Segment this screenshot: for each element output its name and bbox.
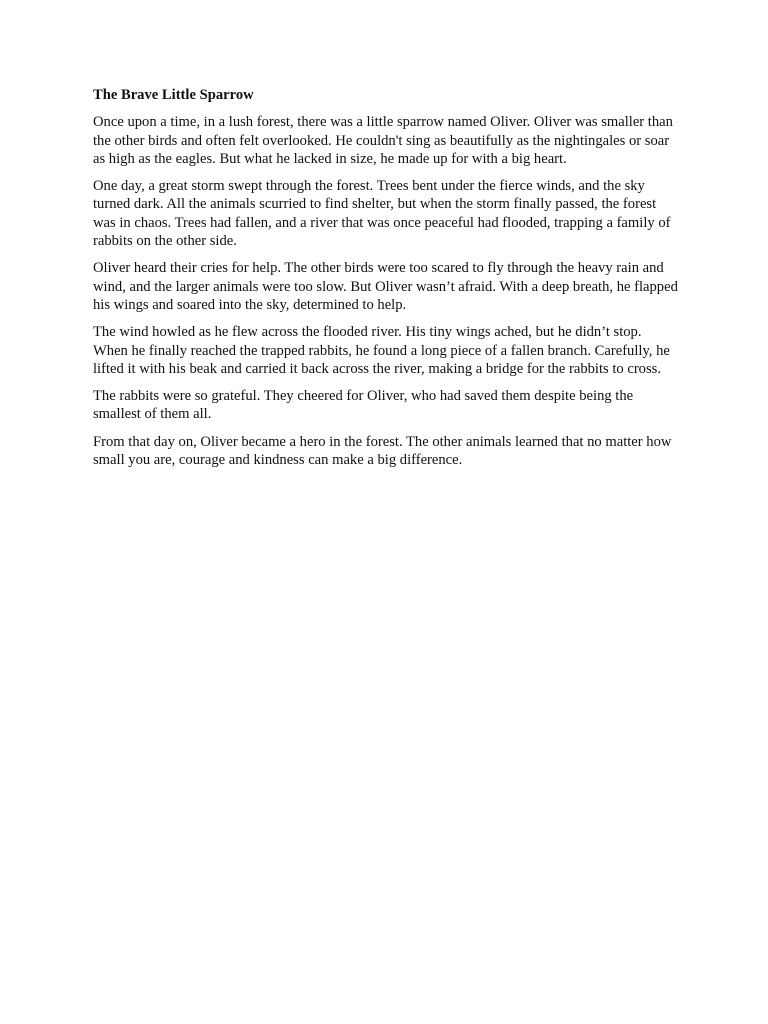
story-paragraph-5: The rabbits were so grateful. They cheered for Oliver, who had saved them despite being the smallest of them all. bbox=[93, 388, 634, 423]
document-body bbox=[93, 86, 679, 478]
story-paragraph-2: One day, a great storm swept through the forest. Trees bent under the fierce winds, and the sky turned dark. All the animals scurried to find shelter, but when the storm finally passed, the forest was in chaos. Trees had fallen, and a river that was once peaceful had flooded, trapping a family of rabbits on the other side. bbox=[93, 178, 671, 250]
story-title: The Brave Little Sparrow bbox=[93, 87, 254, 103]
story-paragraph-3: Oliver heard their cries for help. The other birds were too scared to fly through the heavy rain and wind, and the larger animals were too slow. But Oliver wasn’t afraid. With a deep breath, he flapped his wings and soared into the sky, determined to help. bbox=[93, 260, 678, 313]
story-paragraph-1: Once upon a time, in a lush forest, there was a little sparrow named Oliver. Oliver was smaller than the other birds and often felt overlooked. He couldn't sing as beautifully as the nightingales or soar as high as the eagles. But what he lacked in size, he made up for with a big heart. bbox=[93, 114, 673, 167]
story-paragraph-4: The wind howled as he flew across the flooded river. His tiny wings ached, but he didn’t stop. When he finally reached the trapped rabbits, he found a long piece of a fallen branch. Carefully, he lifted it with his beak and carried it back across the river, making a bridge for the rabbits to cross. bbox=[93, 324, 670, 377]
story-paragraph-6: From that day on, Oliver became a hero in the forest. The other animals learned that no matter how small you are, courage and kindness can make a big difference. bbox=[93, 433, 672, 469]
